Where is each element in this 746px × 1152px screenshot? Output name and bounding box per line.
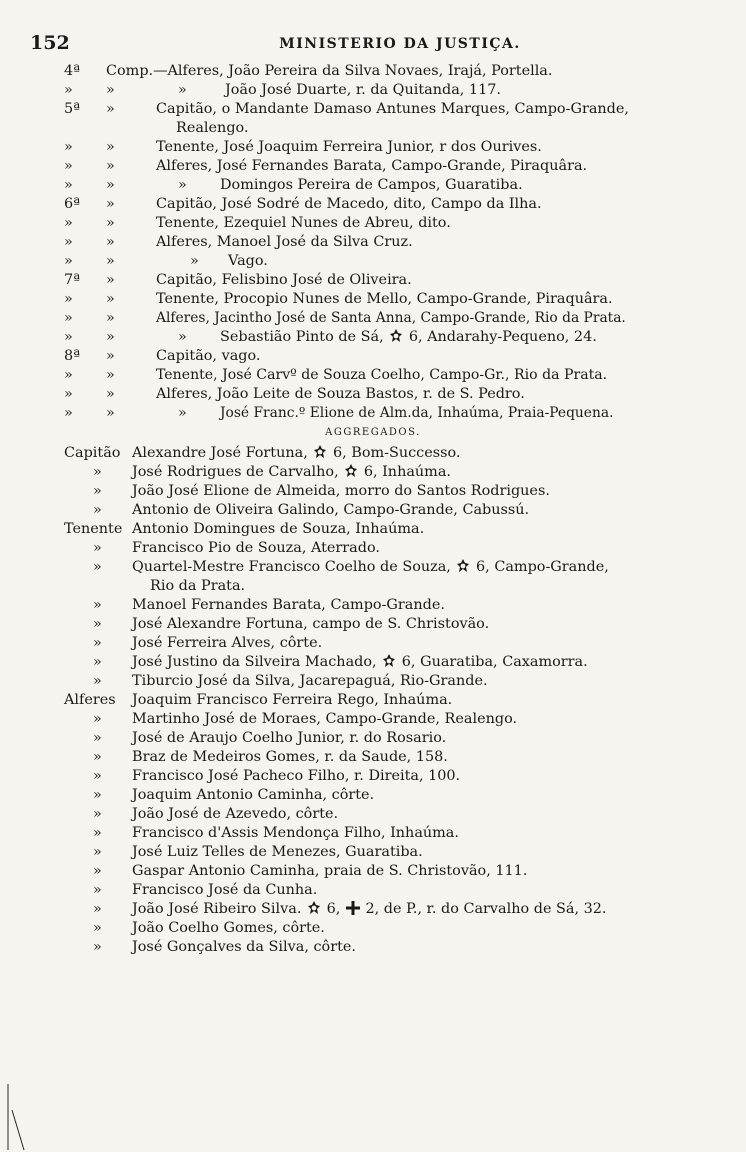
document-page: 152 MINISTERIO DA JUSTIÇA. 4ª Comp.—Alferes, João Pereira da Silva Novaes, Irajá, Portella. » » » João José Duarte, r. da Quitanda, 117. 5ª » Capitão, o Mandante Damaso Antunes Marques, Campo-Grande, Realengo. » » Tenente, José Joaquim Ferreira Junior, r dos Ourives. » » Alferes, José Fernandes Barata, Campo-Grande, Piraquâra. » » » Domingos Pereira de Campos, Guaratiba. 6ª » Capitão, José Sodré de Macedo, dito, Campo da Ilha. » » Tenente, Ezequiel Nunes de Abreu, dito. » » Alferes, Manoel José da Silva Cruz. » » » Vago. 7ª » Capitão, Felisbino José de Oliveira. » » Tenente, Procopio Nunes de Mello, Campo-Grande, Piraquâra. » » Alferes, Jacintho José de Santa Anna, Campo-Grande, Rio da Prata. » » » Sebastião Pinto de Sá, 6, Andarahy-Pequeno, 24. 8ª » Capitão, vago. » » Tenente, José Carvº de Souza Coelho, Campo-Gr., Rio da Prata. » » Alferes, João Leite de Souza Bastos, r. de S. Pedro. » » » José Franc.º Elione de Alm.da, Inhaúma, Praia-Pequena. AGGREGADOS. Capitão Alexandre José Fortuna, 6, Bom-Successo. » José Rodrigues de Carvalho, 6, Inhaúma. » João José Elione de Almeida, morro do Santos Rodrigues. » Antonio de Oliveira Galindo, Campo-Grande, Cabussú. Tenente Antonio Domingues de Souza, Inhaúma. » Francisco Pio de Souza, Aterrado. » Quartel-Mestre Francisco Coelho de Souza, 6, Campo-Grande, Rio da Prata. » Manoel Fernandes Barata, Campo-Grande. » José Alexandre Fortuna, campo de S. Christovão. » José Ferreira Alves, côrte. » José Justino da Silveira Machado, 6, Guaratiba, Caxamorra. » Tiburcio José da Silva, Jacarepaguá, Rio-Grande. Alferes Joaquim Francisco Ferreira Rego, Inhaúma. » Martinho José de Moraes, Campo-Grande, Realengo. » José de Araujo Coelho Junior, r. do Rosario. » Braz de Medeiros Gomes, r. da Saude, 158. » Francisco José Pacheco Filho, r. Direita, 100. » Joaquim Antonio Caminha, côrte. » João José de Azevedo, côrte. » Francisco d'Assis Mendonça Filho, Inhaúma. » José Luiz Telles de Menezes, Guaratiba. » Gaspar Antonio Caminha, praia de S. Christovão, 111. » Francisco José da Cunha. » João José Ribeiro Silva. 6, 2, de P., r. do Carvalho de Sá, 32. » João Coelho Gomes, côrte. » José Gonçalves da Silva, côrte.: [0, 0, 746, 1152]
order-insignia-icon: [388, 328, 404, 344]
running-head: MINISTERIO DA JUSTIÇA.: [279, 36, 521, 52]
section-heading: AGGREGADOS.: [325, 427, 421, 438]
order-insignia-icon: [381, 653, 397, 669]
page-number: 152: [30, 32, 70, 54]
order-insignia-icon: [306, 900, 322, 916]
order-insignia-icon: [455, 558, 471, 574]
order-insignia-icon: [312, 444, 328, 460]
cross-insignia-icon: [345, 900, 361, 916]
page-header: [0, 32, 746, 56]
order-insignia-icon: [343, 463, 359, 479]
page-edge-mark: [4, 1080, 28, 1152]
